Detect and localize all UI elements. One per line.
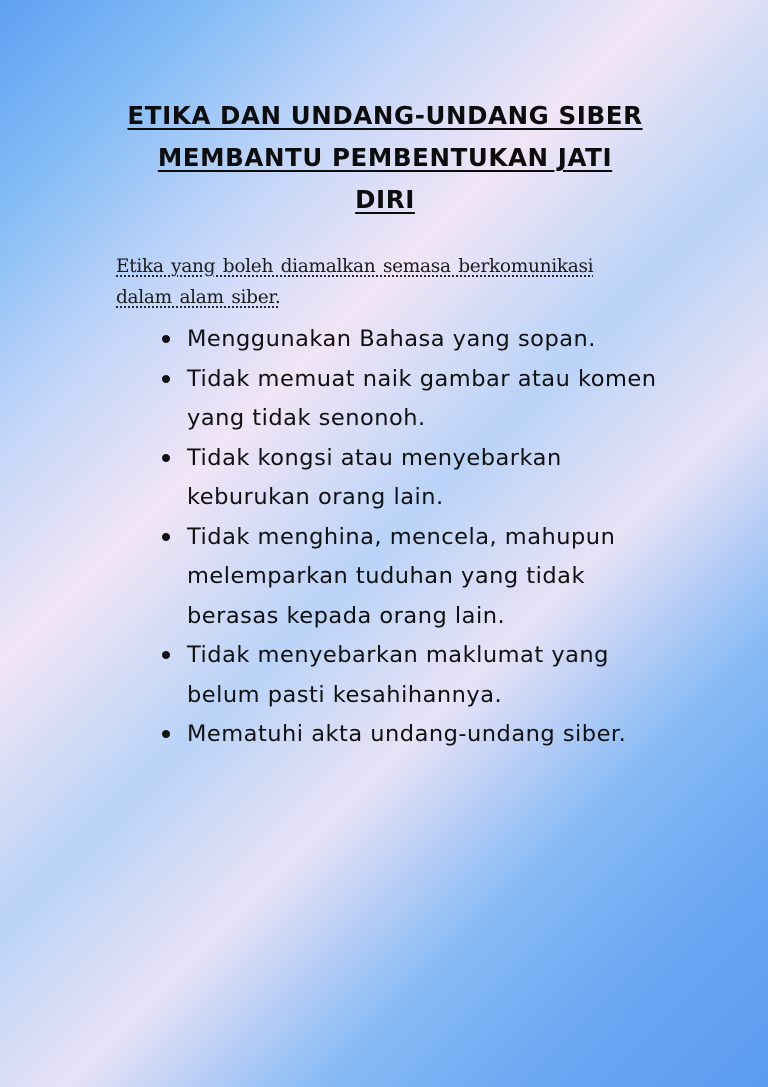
list-item-text: Tidak kongsi atau menyebarkan keburukan orang lain. — [187, 444, 562, 510]
title-line-2: MEMBANTU PEMBENTUKAN JATI — [157, 143, 613, 172]
bullet-icon — [162, 375, 170, 383]
list-item-text: Tidak memuat naik gambar atau komen yang tidak senonoh. — [187, 365, 657, 431]
list-item-text: Tidak menghina, mencela, mahupun melemparkan tuduhan yang tidak berasas kepada orang lain. — [187, 523, 616, 629]
bullet-icon — [162, 730, 170, 738]
list-item-text: Menggunakan Bahasa yang sopan. — [187, 326, 596, 352]
list-item — [160, 439, 680, 518]
list-item — [160, 715, 680, 755]
title-line-1: ETIKA DAN UNDANG-UNDANG SIBER — [127, 101, 643, 130]
list-item — [160, 320, 680, 360]
list-item — [160, 636, 680, 715]
list-item-text: Mematuhi akta undang-undang siber. — [187, 721, 627, 747]
section-subtitle: Etika yang boleh diamalkan semasa berkomunikasi dalam alam siber. — [116, 256, 594, 308]
title-line-3: DIRI — [355, 185, 415, 214]
bullet-icon — [162, 651, 170, 659]
page-title — [80, 95, 690, 221]
list-item — [160, 360, 680, 439]
bullet-icon — [162, 335, 170, 343]
bullet-icon — [162, 454, 170, 462]
bullet-icon — [162, 533, 170, 541]
ethics-list — [160, 320, 680, 755]
list-item — [160, 518, 680, 637]
list-item-text: Tidak menyebarkan maklumat yang belum pasti kesahihannya. — [187, 642, 609, 708]
